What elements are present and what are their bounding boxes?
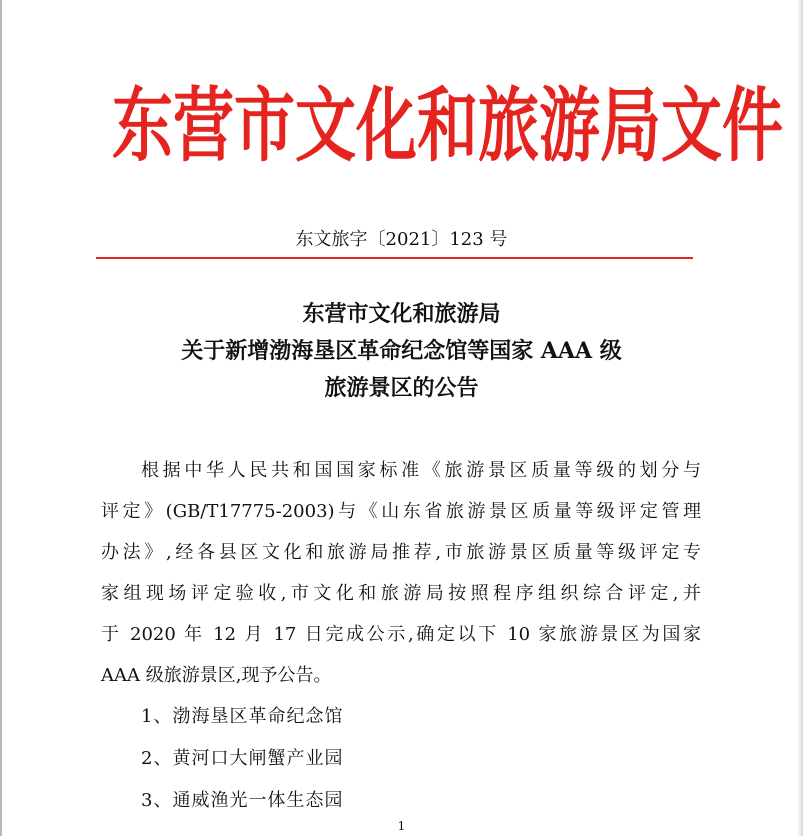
body-line: 于 2020 年 12 月 17 日完成公示,确定以下 10 家旅游景区为国家 xyxy=(101,624,701,645)
list-item: 1、渤海垦区革命纪念馆 xyxy=(141,706,344,727)
list-item: 2、黄河口大闸蟹产业园 xyxy=(141,748,344,769)
document-number: 东文旅字〔2021〕123 号 xyxy=(295,229,508,250)
body-line: 评定》(GB/T17775-2003)与《山东省旅游景区质量等级评定管理 xyxy=(101,501,701,522)
body-paragraph xyxy=(101,450,701,696)
scenic-area-list xyxy=(141,696,343,822)
title-line-1: 东营市文化和旅游局 xyxy=(302,301,501,327)
title-line-2: 关于新增渤海垦区革命纪念馆等国家 AAA 级 xyxy=(181,338,622,364)
document-masthead: 东营市文化和旅游局文件 xyxy=(112,79,784,174)
announcement-title xyxy=(96,296,707,407)
red-separator-line xyxy=(96,257,693,259)
page-left-edge xyxy=(0,0,2,836)
body-line: 根据中华人民共和国国家标准《旅游景区质量等级的划分与 xyxy=(141,460,701,481)
body-line: AAA 级旅游景区,现予公告。 xyxy=(101,665,332,686)
page-number: 1 xyxy=(397,819,406,833)
body-line: 家组现场评定验收,市文化和旅游局按照程序组织综合评定,并 xyxy=(101,583,701,604)
list-item: 3、通威渔光一体生态园 xyxy=(141,790,344,811)
page-right-edge xyxy=(797,0,803,836)
title-line-3: 旅游景区的公告 xyxy=(324,375,479,401)
body-line: 办法》,经各县区文化和旅游局推荐,市旅游景区质量等级评定专 xyxy=(101,542,701,563)
